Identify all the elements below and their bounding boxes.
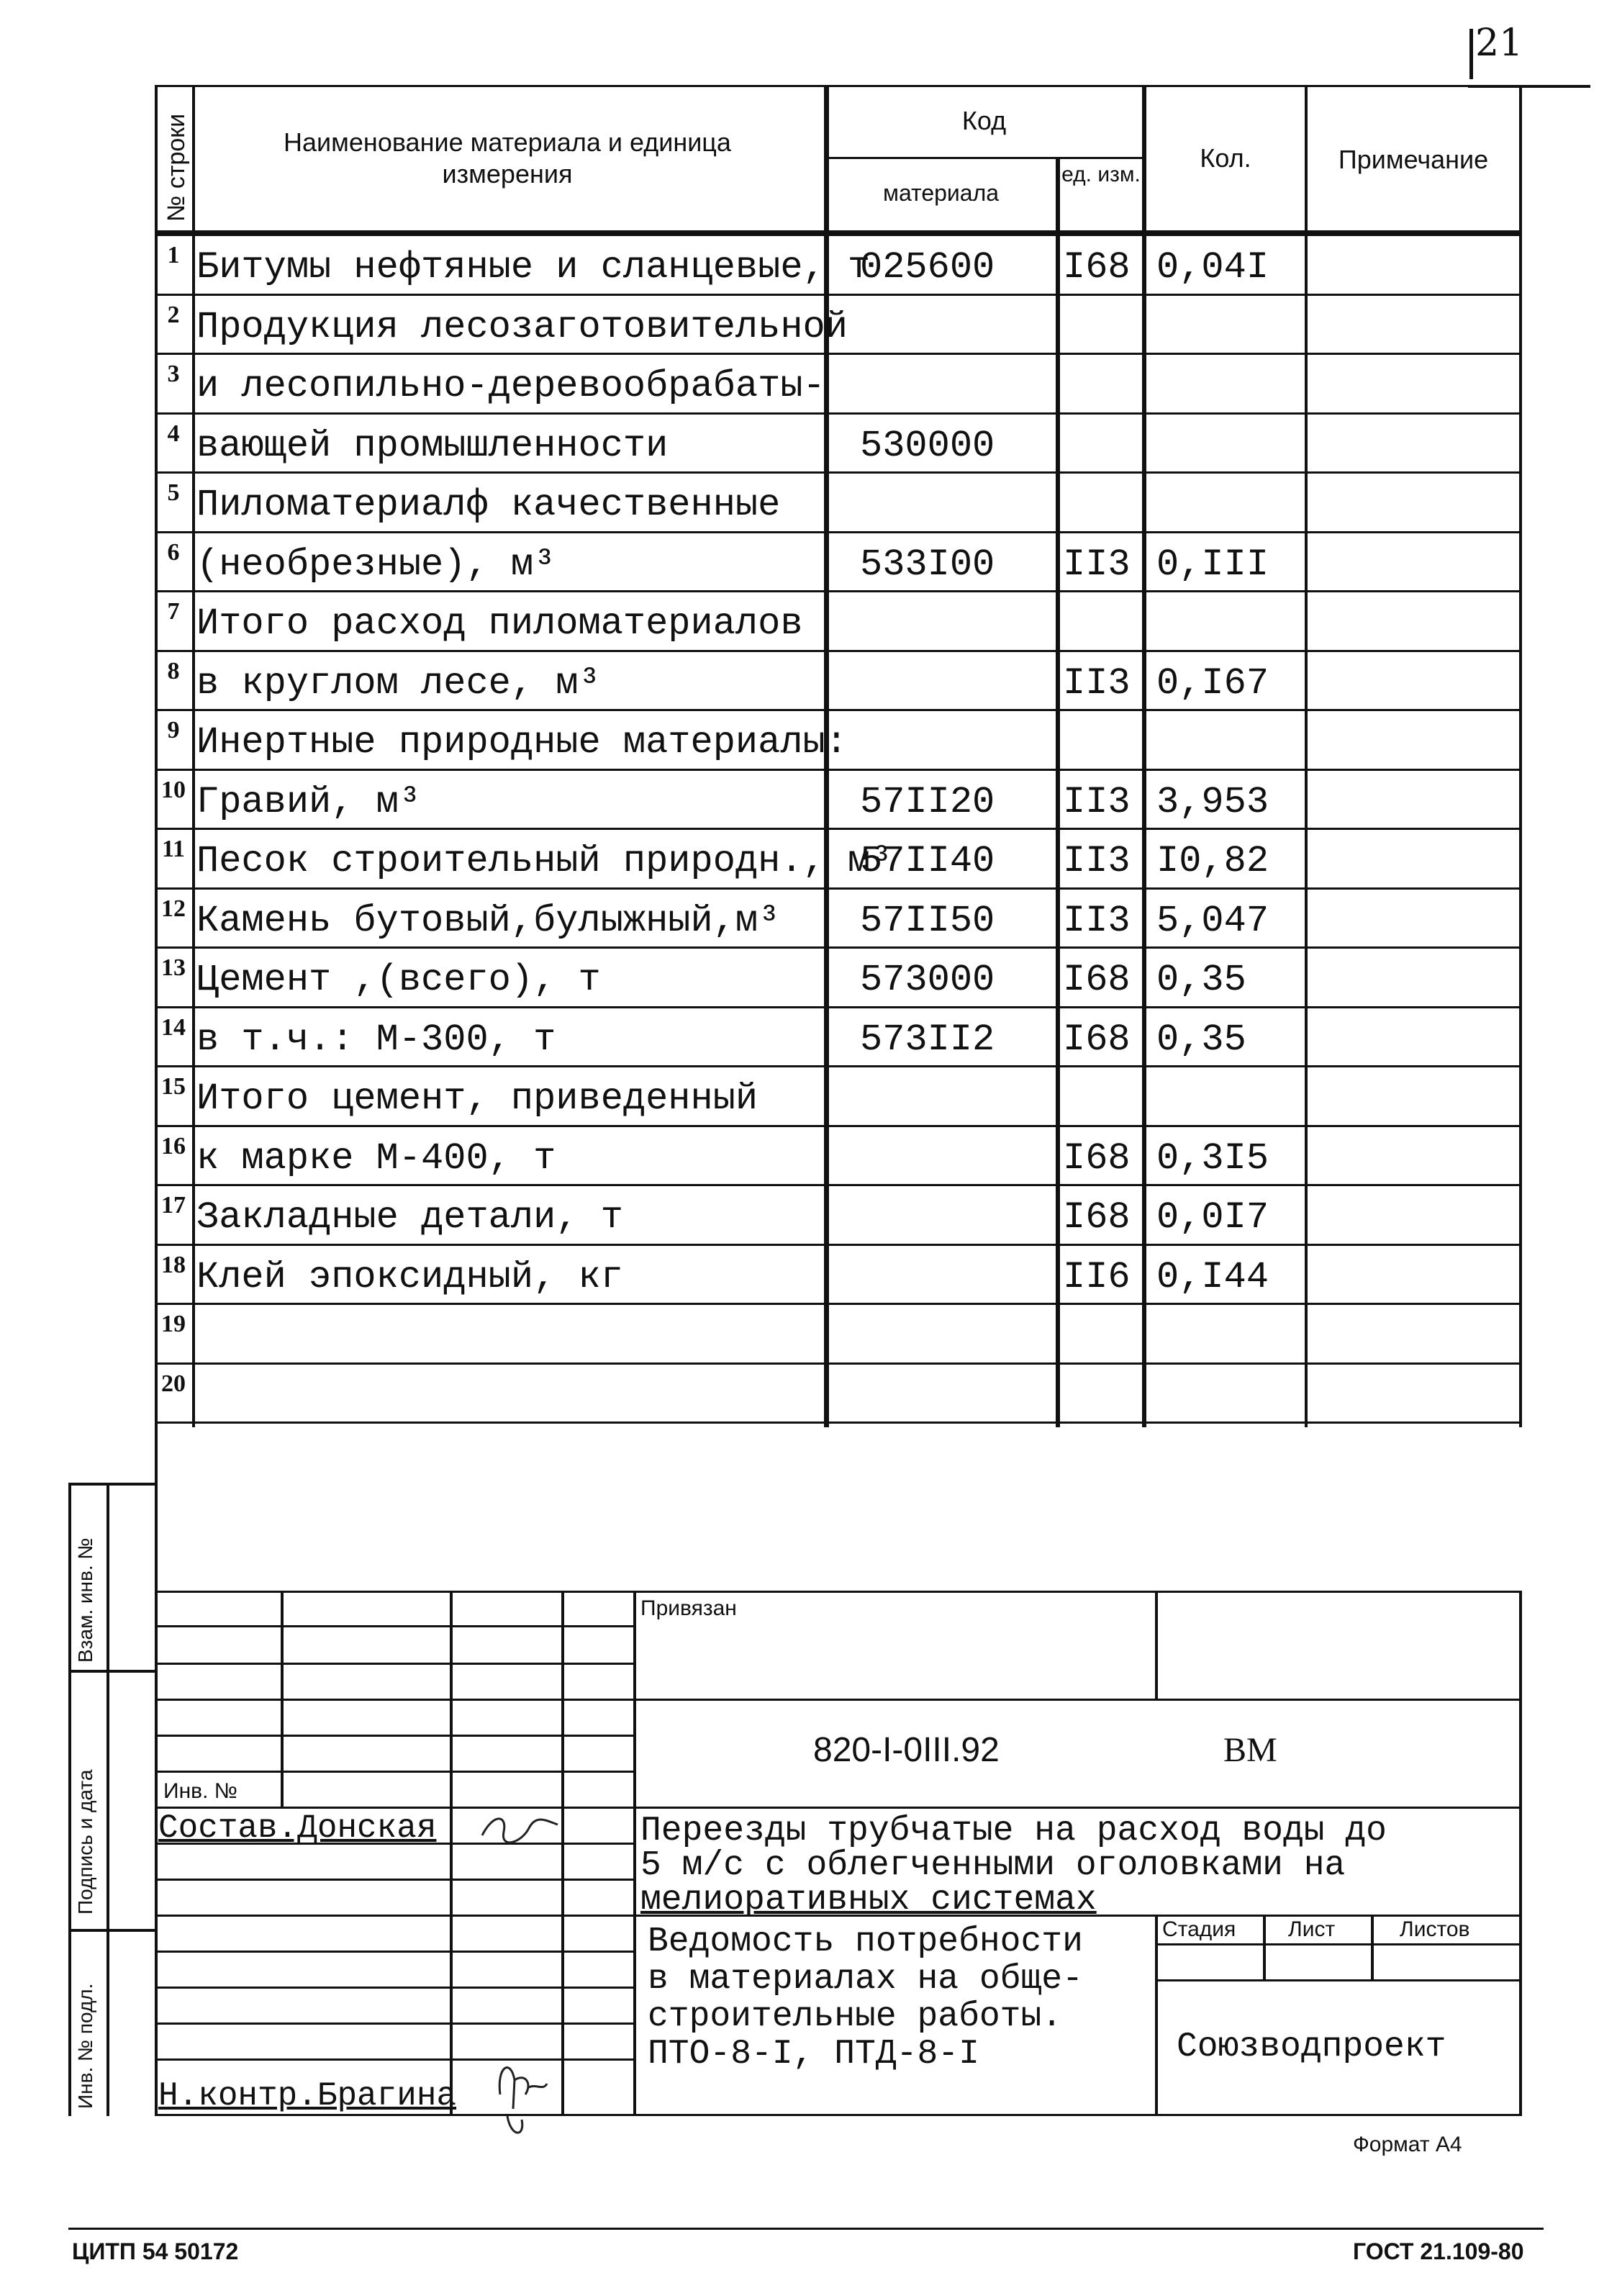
table-row — [155, 890, 1522, 949]
rownum-header: № строки — [163, 113, 190, 222]
table-row — [155, 652, 1522, 712]
page-number-bar — [1469, 29, 1473, 79]
table-row — [155, 1305, 1522, 1365]
material-name: Инертные природные материалы: — [196, 721, 848, 764]
material-code: 025600 — [860, 246, 995, 289]
row-number: 7 — [167, 598, 180, 625]
tb-grid-row11 — [155, 1987, 633, 1989]
row-number: 8 — [167, 657, 180, 684]
side-label-podpis: Подпись и дата — [74, 1769, 96, 1915]
quantity: I0,82 — [1156, 840, 1269, 882]
tb-grid-row4 — [155, 1735, 633, 1737]
table-row — [155, 474, 1522, 533]
table-row — [155, 415, 1522, 474]
signature-bragina — [493, 2051, 565, 2145]
tb-stage-row1 — [1155, 1943, 1522, 1945]
organization-name: Союзводпроект — [1177, 2028, 1446, 2066]
row-number: 4 — [167, 420, 180, 447]
sheet-title-line-3: строительные работы. — [648, 1997, 1063, 2036]
tb-grid-row3 — [155, 1699, 633, 1701]
code-header: Код — [961, 106, 1007, 135]
quantity: 0,04I — [1156, 246, 1269, 289]
tb-grid-row6 — [155, 1807, 1522, 1809]
material-name: и лесопильно-деревообрабаты- — [196, 365, 825, 407]
tb-grid-col3 — [561, 1591, 564, 2116]
row-number: 16 — [161, 1132, 186, 1160]
side-stamp-outer-line — [68, 1483, 71, 2116]
materials-table — [155, 85, 1522, 1424]
document-code: 820-I-0III.92 — [813, 1731, 1000, 1769]
project-title-line-1: Переезды трубчатые на расход воды до — [640, 1812, 1387, 1850]
table-row — [155, 1246, 1522, 1306]
row-number: 18 — [161, 1251, 186, 1278]
tb-grid-row5 — [155, 1771, 633, 1773]
table-row — [155, 949, 1522, 1008]
name-header: Наименование материала и единица измерения — [284, 127, 731, 189]
material-name: к марке М-400, т — [196, 1136, 556, 1180]
tb-right-row1 — [633, 1699, 1522, 1701]
material-name: Цемент ,(всего), т — [196, 959, 601, 1001]
qty-header: Кол. — [1200, 143, 1251, 173]
quantity: 0,I67 — [1156, 661, 1269, 705]
material-name: в круглом лесе, м³ — [196, 661, 601, 705]
row-number: 3 — [167, 361, 180, 387]
material-code: 530000 — [860, 424, 995, 467]
row-number: 1 — [167, 242, 180, 268]
sheets-total-label: Листов — [1400, 1917, 1470, 1941]
quantity: 0,0I7 — [1156, 1196, 1269, 1239]
row-number: 12 — [161, 895, 186, 922]
material-code: 57II50 — [860, 899, 995, 942]
table-row — [155, 296, 1522, 356]
unit-code: I68 — [1063, 1196, 1131, 1239]
tb-grid-row8 — [155, 1879, 633, 1881]
table-row — [155, 1008, 1522, 1068]
note-header: Примечание — [1338, 145, 1489, 174]
quantity: 0,3I5 — [1156, 1136, 1269, 1180]
row-number: 14 — [161, 1013, 186, 1041]
document-suffix: ВМ — [1223, 1731, 1277, 1769]
tb-top-border — [155, 1591, 1522, 1593]
header-bottom-border — [155, 230, 1522, 236]
table-top-border — [155, 85, 1522, 87]
table-row — [155, 533, 1522, 593]
material-code: 573II2 — [860, 1018, 995, 1061]
table-row — [155, 236, 1522, 296]
row-number: 2 — [167, 301, 180, 328]
row-number: 15 — [161, 1073, 186, 1100]
material-name: Итого расход пиломатериалов — [196, 602, 803, 645]
footer-left-code: ЦИТП 54 50172 — [72, 2238, 239, 2264]
code-subheader-line — [824, 157, 1144, 159]
tb-grid-row12 — [155, 2022, 633, 2025]
row-number: 11 — [161, 836, 186, 862]
tb-grid-row10 — [155, 1951, 633, 1953]
sheet-label: Лист — [1288, 1917, 1336, 1941]
table-row — [155, 830, 1522, 890]
unit-code: I68 — [1063, 1136, 1131, 1180]
material-name: Продукция лесозаготовительной — [196, 305, 848, 348]
compiled-by: Состав.Донская — [158, 1809, 437, 1847]
stage-label: Стадия — [1162, 1917, 1236, 1941]
row-number: 19 — [161, 1311, 186, 1337]
table-row — [155, 711, 1522, 771]
tb-grid-col2 — [450, 1591, 453, 2116]
side-label-inv-podl: Инв. № подл. — [74, 1983, 96, 2109]
material-code: 57II20 — [860, 780, 995, 823]
tb-grid-row2 — [155, 1663, 633, 1665]
unit-code: II3 — [1063, 899, 1131, 942]
row-number: 6 — [167, 538, 180, 566]
row-number: 17 — [161, 1192, 186, 1219]
tb-right-border — [1519, 1591, 1522, 2116]
signature-donskaya — [479, 1807, 565, 1850]
row-number: 5 — [167, 479, 180, 506]
side-stamp-divider-2 — [68, 1929, 155, 1932]
side-stamp-divider-1 — [68, 1670, 155, 1673]
project-title — [640, 1812, 1387, 1920]
side-stamp-inner-line — [107, 1483, 109, 2116]
side-label-vzam: Взам. инв. № — [74, 1537, 96, 1663]
tb-stage-col1 — [1263, 1915, 1266, 1979]
material-name: Гравий, м³ — [196, 780, 422, 823]
material-name: Битумы нефтяные и сланцевые, т — [196, 246, 871, 289]
quantity: 0,35 — [1156, 959, 1246, 1001]
unit-code: I68 — [1063, 959, 1131, 1001]
table-row — [155, 771, 1522, 831]
material-name: (необрезные), м³ — [196, 543, 556, 586]
table-row — [155, 1127, 1522, 1187]
material-name: вающей промышленности — [196, 424, 669, 467]
sheet-title-line-4: ПТО-8-I, ПТД-8-I — [648, 2035, 979, 2074]
unit-code: II6 — [1063, 1255, 1131, 1298]
title-block — [155, 1591, 1522, 2116]
quantity: 0,I44 — [1156, 1255, 1269, 1298]
row-number: 20 — [161, 1370, 186, 1397]
material-code: 57II40 — [860, 840, 995, 882]
page-number: 21 — [1475, 22, 1523, 65]
format-label: Формат А4 — [1353, 2133, 1462, 2156]
tb-stage-col2 — [1371, 1915, 1374, 1979]
row-number: 10 — [161, 776, 186, 803]
material-name: Итого цемент, приведенный — [196, 1077, 758, 1120]
unit-code: II3 — [1063, 840, 1131, 882]
tb-grid-row1 — [155, 1625, 633, 1627]
material-code-header: материала — [882, 180, 1000, 206]
sheet-title-line-2: в материалах на обще- — [648, 1960, 1083, 1999]
material-code: 533I00 — [860, 543, 995, 586]
quantity: 5,047 — [1156, 899, 1269, 942]
material-name: в т.ч.: М-300, т — [196, 1018, 556, 1061]
table-row — [155, 1186, 1522, 1246]
quantity: 3,953 — [1156, 780, 1269, 823]
tb-grid-col4 — [633, 1591, 636, 2116]
unit-code: I68 — [1063, 1018, 1131, 1061]
material-name: Камень бутовый,булыжный,м³ — [196, 899, 781, 942]
row-number: 9 — [167, 717, 180, 744]
table-row — [155, 355, 1522, 415]
table-row — [155, 1067, 1522, 1127]
material-code: 573000 — [860, 959, 995, 1001]
material-name: Закладные детали, т — [196, 1196, 623, 1239]
material-name: Клей эпоксидный, кг — [196, 1255, 623, 1298]
material-name: Пиломатериалф качественные — [196, 484, 781, 526]
row-border — [155, 1422, 1522, 1424]
table-row — [155, 592, 1522, 652]
quantity: 0,III — [1156, 543, 1269, 586]
material-name: Песок строительный природн., м³ — [196, 840, 893, 882]
unit-code: II3 — [1063, 661, 1131, 705]
unit-code-header: ед. изм. — [1061, 163, 1141, 186]
unit-code: II3 — [1063, 780, 1131, 823]
row-number: 13 — [161, 954, 186, 981]
tb-stage-row2 — [1155, 1979, 1522, 1981]
norm-control: Н.контр.Брагина — [158, 2077, 457, 2115]
project-title-line-2: 5 м/с с облегченными оголовками на — [640, 1846, 1346, 1885]
table-row — [155, 1365, 1522, 1424]
inv-no-label: Инв. № — [163, 1779, 237, 1803]
sheet-title-line-1: Ведомость потребности — [648, 1922, 1083, 1961]
sheet-title — [648, 1923, 1083, 2073]
side-stamp-top-line — [68, 1483, 155, 1486]
unit-code: I68 — [1063, 246, 1131, 289]
unit-code: II3 — [1063, 543, 1131, 586]
footer-right-code: ГОСТ 21.109-80 — [1353, 2238, 1524, 2264]
tb-privyazan-divider — [1155, 1591, 1158, 1699]
project-title-line-3: мелиоративных системах — [640, 1881, 1097, 1920]
footer-rule — [68, 2228, 1544, 2230]
privyazan-label: Привязан — [640, 1596, 737, 1620]
quantity: 0,35 — [1156, 1018, 1246, 1061]
